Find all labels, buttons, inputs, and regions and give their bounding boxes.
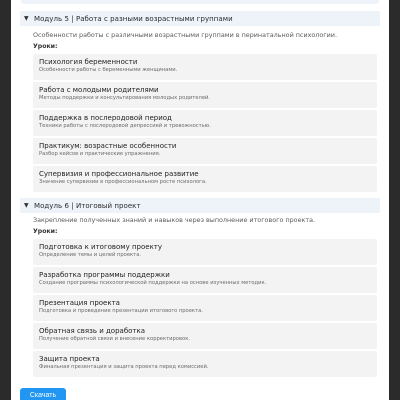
lesson-description: Значение супервизии в профессиональном росте психолога. (39, 179, 207, 185)
lesson-description: Подготовка и проведение презентации итогового проекта. (39, 308, 203, 314)
module-5 (20, 11, 380, 192)
module-title: Модуль 6 | Итоговый проект (34, 201, 141, 210)
module-description: Закрепление полученных знаний и навыков через выполнение итогового проекта. (33, 216, 316, 224)
lesson-title: Работа с молодыми родителями (39, 86, 159, 94)
lesson-title: Подготовка к итоговому проекту (39, 243, 163, 251)
lesson-item[interactable] (33, 323, 377, 349)
lesson-title: Психология беременности (39, 58, 138, 66)
lesson-item[interactable] (33, 54, 377, 80)
module-header[interactable] (20, 11, 380, 26)
lesson-title: Практикум: возрастные особенности (39, 142, 177, 150)
lesson-title: Поддержка в послеродовой период (39, 114, 172, 122)
lesson-item[interactable] (33, 82, 377, 108)
lesson-title: Разработка программы поддержки (39, 271, 170, 279)
lesson-description: Создание программы психологической поддержки на основе изученных методик. (39, 280, 267, 286)
lesson-item[interactable] (33, 295, 377, 321)
lesson-description: Особенности работы с беременными женщинами. (39, 67, 178, 73)
lesson-item[interactable] (33, 166, 377, 192)
lesson-list (20, 239, 380, 377)
lesson-item[interactable] (33, 138, 377, 164)
lesson-title: Презентация проекта (39, 299, 120, 307)
top-strip (21, 0, 379, 4)
lessons-label: Уроки: (33, 228, 58, 235)
lesson-list (20, 54, 380, 192)
lesson-item[interactable] (33, 239, 377, 265)
lesson-description: Техники работы с послеродовой депрессией и тревожностью. (39, 123, 211, 129)
lesson-description: Финальная презентация и защита проекта перед комиссией. (39, 364, 209, 370)
download-button[interactable]: Скачать (20, 388, 66, 400)
lesson-item[interactable] (33, 351, 377, 377)
module-title: Модуль 5 | Работа с разными возрастными группами (34, 14, 233, 23)
lesson-description: Получение обратной связи и внесение корректировок. (39, 336, 190, 342)
module-description: Особенности работы с различными возрастными группами в перинатальной психологии. (33, 31, 337, 39)
lesson-description: Разбор кейсов и практические упражнения. (39, 151, 161, 157)
module-6 (20, 198, 380, 377)
lesson-title: Обратная связь и доработка (39, 327, 146, 335)
lesson-item[interactable] (33, 267, 377, 293)
module-header[interactable] (20, 198, 380, 213)
collapse-triangle-icon[interactable]: ▼ (24, 15, 29, 22)
lessons-label: Уроки: (33, 43, 58, 50)
lesson-title: Супервизия и профессиональное развитие (39, 170, 199, 178)
lesson-item[interactable] (33, 110, 377, 136)
page (11, 0, 389, 400)
lesson-title: Защита проекта (39, 355, 100, 363)
lesson-description: Определение темы и целей проекта. (39, 252, 142, 258)
lesson-description: Методы поддержки и консультирования молодых родителей. (39, 95, 211, 101)
collapse-triangle-icon[interactable]: ▼ (24, 202, 29, 209)
